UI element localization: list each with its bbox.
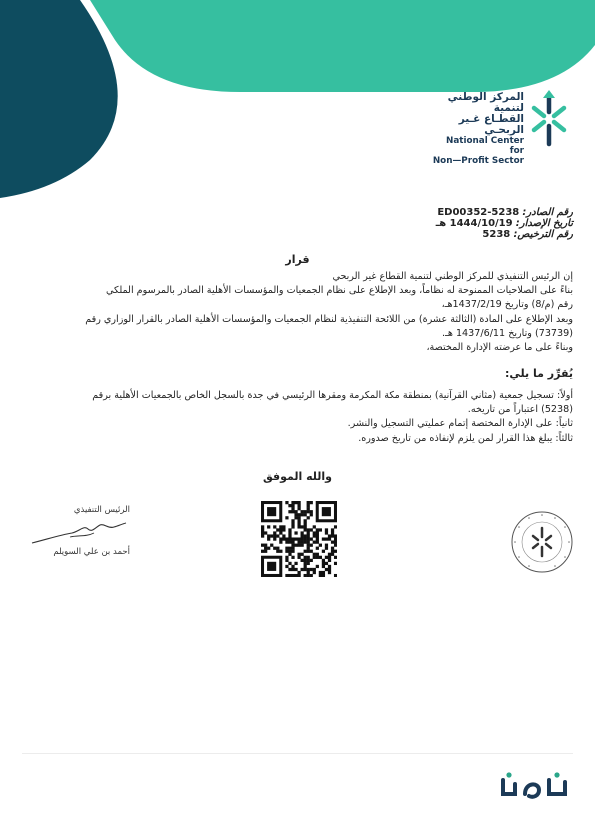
ncnp-logo (432, 91, 572, 166)
handwritten-signature (30, 515, 130, 547)
logo-text (432, 92, 524, 166)
intro-line: بناءً على الصلاحيات الممنوحة له نظاماً، وبعد الإطلاع على نظام الجمعيات والمؤسسات الأهلية الصادر بالمرسوم الملكي (106, 285, 573, 297)
issue-date-label: تاريخ الإصدار: (515, 218, 573, 229)
dark-teal-corner-shape (0, 0, 118, 198)
issue-number-label: رقم الصادر: (522, 207, 573, 218)
issue-date-value: 1444/10/19 هـ (435, 218, 513, 229)
ncnp-round-stamp-icon (510, 510, 574, 574)
logo-english-line1: National Center for (445, 136, 524, 156)
decision-item: ثانياً: على الإدارة المختصة إتمام عمليتي التسجيل والنشر. (347, 418, 573, 430)
logo-arabic-line2: القطـاع غـير الربحـي (458, 113, 524, 136)
issue-number-row (436, 207, 573, 218)
decision-title: قرار (285, 253, 310, 266)
decides-heading: يُقرِّر ما يلي: (505, 367, 573, 380)
teal-wave-shape (90, 0, 595, 92)
closing-phrase: والله الموفق (262, 470, 333, 483)
license-row (436, 229, 573, 240)
document-meta (436, 207, 573, 240)
logo-english-line2: Non—Profit Sector (432, 156, 524, 166)
logo-arabic-line1: المركز الوطني لتنمية (447, 91, 524, 114)
decision-item: ثالثاً: يبلغ هذا القرار لمن يلزم لإنفاذه من تاريخ صدوره. (358, 432, 573, 444)
issue-date-row (436, 218, 573, 229)
qr-code-icon (261, 501, 337, 577)
intro-line: رقم (م/8) وتاريخ 1437/2/19هـ، (441, 299, 573, 311)
intro-line: وبعد الإطلاع على المادة (الثالثة عشرة) من اللائحة التنفيذية لنظام الجمعيات والمؤسسات الأهلية الصادر بالقرار الوزاري رقم (85, 313, 573, 325)
ncnp-arrows-icon (528, 90, 570, 148)
license-value: 5238 (482, 229, 511, 240)
intro-line: (73739) وتاريخ 1437/6/11 هـ. (441, 327, 573, 339)
intro-paragraph (20, 270, 573, 355)
signatory-title: الرئيس التنفيذي (73, 505, 130, 515)
decisions-list (20, 389, 573, 446)
nwn-brand-logo-icon (497, 770, 577, 802)
decision-item: (5238) اعتباراً من تاريخه. (467, 404, 573, 416)
license-label: رقم الترخيص: (513, 229, 573, 240)
issue-number-value: ED00352-5238 (437, 207, 520, 218)
intro-line: إن الرئيس التنفيذي للمركز الوطني لتنمية القطاع غير الربحي (332, 271, 573, 282)
signatory-name: أحمد بن علي السويلم (53, 547, 130, 557)
signature-block (30, 505, 130, 557)
decision-item: أولاً: تسجيل جمعية (مثاني القرآنية) بمنطقة مكة المكرمة ومقرها الرئيسي في جدة بالسجل الخاص بالجمعيات الأهلية برقم (92, 390, 573, 401)
footer-divider (22, 753, 573, 754)
intro-line: وبناءً على ما عرضته الإدارة المختصة، (426, 342, 573, 354)
